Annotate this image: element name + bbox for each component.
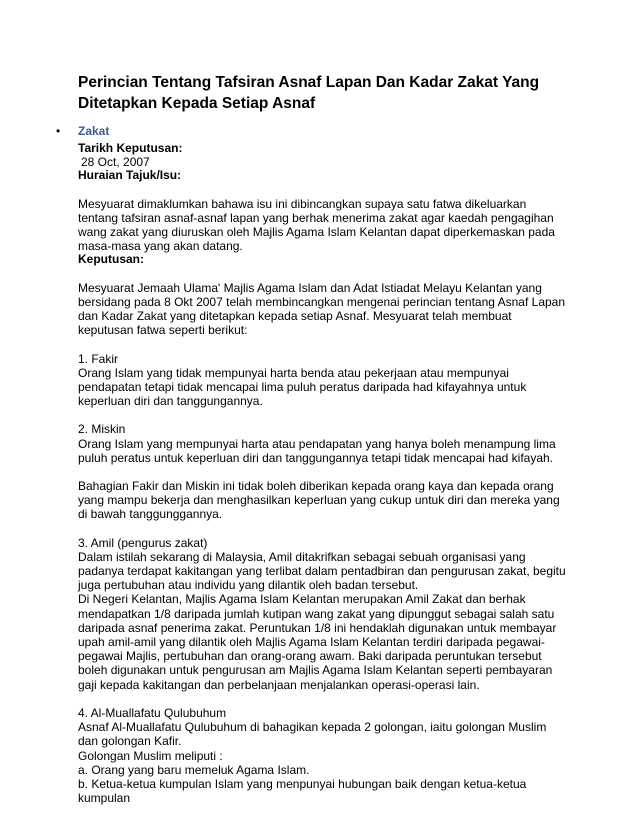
muslim-item-b: b. Ketua-ketua kumpulan Islam yang menpunyai hubungan baik dengan ketua-ketua kumpulan — [78, 776, 527, 806]
keputusan-intro: Mesyuarat Jemaah Ulama' Majlis Agama Islam dan Adat Istiadat Melayu Kelantan yang bersidang pada 8 Okt 2007 telah membincangkan mengenai perincian tentang Asnaf Lapan dan Kadar Zakat yang ditetapkan kepada setiap Asnaf. Mesyuarat telah membuat keputusan fatwa seperti berikut: — [78, 280, 566, 338]
miskin-text: Orang Islam yang mempunyai harta atau pendapatan yang hanya boleh menampung lima puluh peratus untuk keperluan diri dan tanggungannya tetapi tidak mencapai had kifayah. — [78, 436, 556, 465]
huraian-text: Mesyuarat dimaklumkan bahawa isu ini dibincangkan supaya satu fatwa dikeluarkan tentang tafsiran asnaf-asnaf lapan yang berhak menerima zakat agar kaedah pengagihan wang zakat yang diuruskan oleh Majlis Agama Islam Kelantan dapat diperkemaskan pada masa-masa yang akan datang. — [78, 196, 555, 254]
amil-text: Dalam istilah sekarang di Malaysia, Amil ditakrifkan sebagai sebuah organisasi yang padanya terdapat kakitangan yang terlibat dalam pentadbiran dan pengurusan zakat, begitu juga pertubuhan atau individu yang dilantik oleh badan tersebut. — [78, 549, 566, 593]
huraian-label: Huraian Tajuk/Isu: — [78, 168, 182, 182]
fakir-text: Orang Islam yang tidak mempunyai harta benda atau pekerjaan atau mempunyai pendapatan tetapi tidak mencapai lima puluh peratus daripada had kifayahnya untuk keperluan diri dan tanggungannya. — [78, 365, 527, 409]
category-item — [56, 124, 568, 138]
amil-heading: 3. Amil (pengurus zakat) — [78, 535, 208, 550]
document-title — [78, 72, 568, 114]
muallaf-heading: 4. Al-Muallafatu Qulubuhum — [78, 705, 227, 720]
bullet-icon: • — [56, 124, 61, 138]
miskin-heading: 2. Miskin — [78, 422, 126, 437]
muallaf-text: Asnaf Al-Muallafatu Qulubuhum di bahagikan kepada 2 golongan, iaitu golongan Muslim dan golongan Kafir. — [78, 720, 547, 749]
title-line-1: Perincian Tentang Tafsiran Asnaf Lapan Dan Kadar Zakat Yang — [78, 74, 540, 91]
category-tag-link[interactable]: Zakat — [78, 124, 110, 138]
tarikh-value: 28 Oct, 2007 — [81, 154, 150, 169]
amil-text-2: Di Negeri Kelantan, Majlis Agama Islam Kelantan merupakan Amil Zakat dan berhak mendapatkan 1/8 daripada jumlah kutipan wang zakat yang dipunggut sebagai salah satu daripada asnaf penerima zakat. Peruntukan 1/8 ini hendaklah digunakan untuk membayar upah amil-amil yang dilantik oleh Majlis Agama Islam Kelantan terdiri daripada pegawai-pegawai Majlis, pertubuhan dan orang-orang awam. Baki daripada peruntukan tersebut boleh digunakan untuk pengurusan am Majlis Agama Islam Kelantan seperti pembayaran gaji kepada kakitangan dan perbelanjaan menjalankan operasi-operasi lain. — [78, 592, 557, 692]
tarikh-label: Tarikh Keputusan: — [78, 141, 183, 155]
muslim-heading: Golongan Muslim meliputi : — [78, 748, 223, 763]
document-page — [56, 72, 568, 806]
bahagian-text: Bahagian Fakir dan Miskin ini tidak boleh diberikan kepada orang kaya dan kepada orang yang mampu bekerja dan menghasilkan keperluan yang cukup untuk diri dan mereka yang di bawah tanggunggannya. — [78, 479, 560, 522]
title-line-2: Ditetapkan Kepada Setiap Asnaf — [78, 95, 316, 112]
keputusan-label: Keputusan: — [78, 252, 144, 267]
muslim-item-a: a. Orang yang baru memeluk Agama Islam. — [78, 762, 310, 777]
fakir-heading: 1. Fakir — [78, 351, 119, 366]
